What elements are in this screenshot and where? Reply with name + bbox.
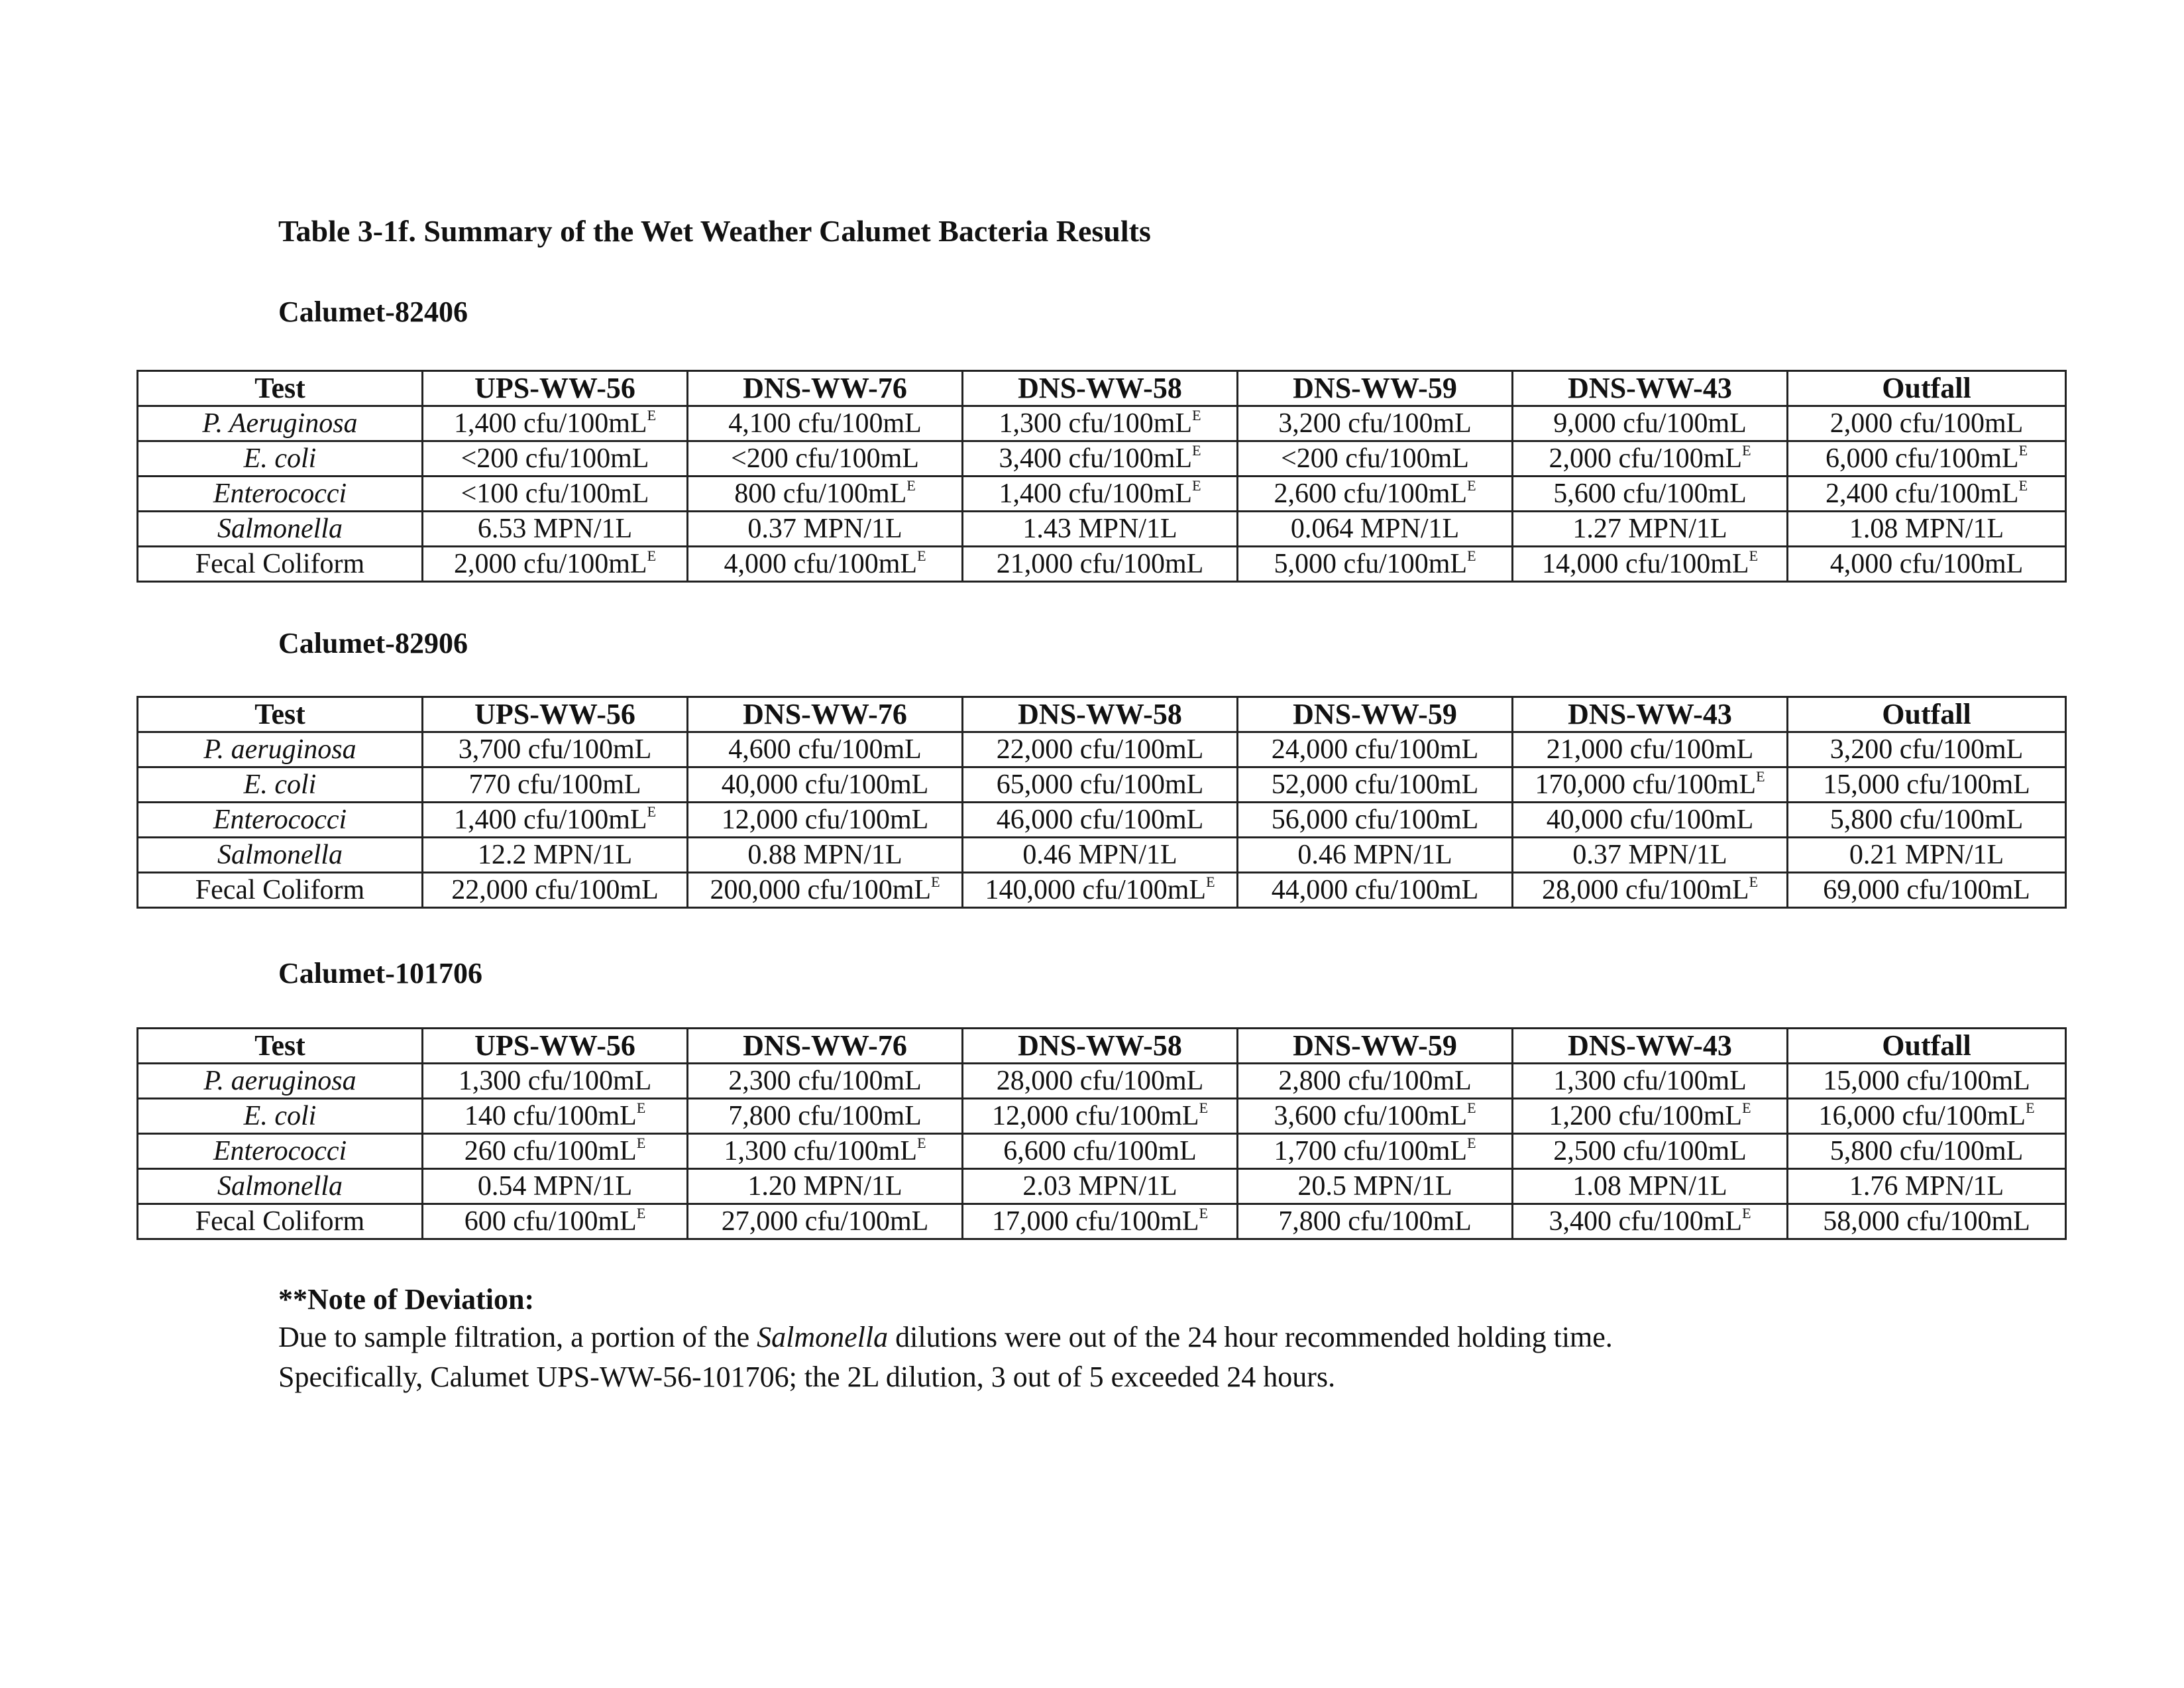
result-cell <box>423 1169 688 1204</box>
note-line-2: Specifically, Calumet UPS-WW-56-101706; the 2L dilution, 3 out of 5 exceeded 24 hours. <box>278 1361 1336 1393</box>
result-value: 0.064 MPN/1L <box>1290 514 1460 544</box>
result-value: 52,000 cfu/100mL <box>1271 769 1479 800</box>
result-value: 5,600 cfu/100mL <box>1553 478 1747 509</box>
result-value: 22,000 cfu/100mL <box>451 875 659 905</box>
result-cell <box>688 1064 963 1099</box>
result-cell <box>963 732 1238 767</box>
results-table-82906 <box>136 696 2067 909</box>
result-value: 3,400 cfu/100mL <box>1549 1206 1743 1237</box>
note-line-1 <box>278 1320 1613 1354</box>
result-cell <box>423 1134 688 1169</box>
table-row <box>138 1134 2066 1169</box>
estimate-flag: E <box>1749 547 1759 564</box>
result-cell <box>688 1204 963 1239</box>
result-value: 3,700 cfu/100mL <box>458 734 652 765</box>
result-value: 21,000 cfu/100mL <box>1546 734 1754 765</box>
result-value: 3,400 cfu/100mL <box>999 443 1193 474</box>
result-value: 3,200 cfu/100mL <box>1829 734 2024 765</box>
result-value: 1.20 MPN/1L <box>747 1171 902 1202</box>
result-cell <box>688 1134 963 1169</box>
column-header: UPS-WW-56 <box>423 371 688 406</box>
test-name-cell: P. Aeruginosa <box>138 406 423 441</box>
result-value: 15,000 cfu/100mL <box>1823 1066 2030 1096</box>
result-value: 200,000 cfu/100mL <box>710 875 932 905</box>
result-cell <box>963 477 1238 512</box>
result-cell <box>1238 1064 1513 1099</box>
estimate-flag: E <box>647 407 657 423</box>
result-cell <box>1238 1134 1513 1169</box>
result-cell <box>1788 1134 2066 1169</box>
section-heading-101706: Calumet-101706 <box>278 957 482 989</box>
result-value: 15,000 cfu/100mL <box>1823 769 2030 800</box>
table-row <box>138 732 2066 767</box>
result-value: 0.46 MPN/1L <box>1022 840 1177 870</box>
table-row <box>138 512 2066 547</box>
result-value: 6,600 cfu/100mL <box>1003 1136 1197 1166</box>
result-value: 1,400 cfu/100mL <box>453 408 647 439</box>
result-cell <box>688 767 963 803</box>
result-cell <box>1238 1204 1513 1239</box>
column-header: DNS-WW-76 <box>688 697 963 732</box>
result-cell <box>688 1099 963 1134</box>
column-header: DNS-WW-58 <box>963 371 1238 406</box>
estimate-flag: E <box>636 1135 646 1151</box>
column-header: DNS-WW-76 <box>688 371 963 406</box>
result-value: 0.21 MPN/1L <box>1849 840 2004 870</box>
result-value: 28,000 cfu/100mL <box>996 1066 1204 1096</box>
result-value: 22,000 cfu/100mL <box>996 734 1204 765</box>
result-value: 2,300 cfu/100mL <box>728 1066 922 1096</box>
result-cell <box>1238 406 1513 441</box>
result-value: 58,000 cfu/100mL <box>1823 1206 2030 1237</box>
estimate-flag: E <box>1467 1135 1476 1151</box>
estimate-flag: E <box>906 477 916 494</box>
result-cell <box>963 1169 1238 1204</box>
result-cell <box>963 512 1238 547</box>
result-value: 2,600 cfu/100mL <box>1274 478 1468 509</box>
result-value: 1,700 cfu/100mL <box>1274 1136 1468 1166</box>
result-value: 40,000 cfu/100mL <box>1546 805 1754 835</box>
result-value: 1.08 MPN/1L <box>1572 1171 1727 1202</box>
document-title: Table 3-1f. Summary of the Wet Weather Calumet Bacteria Results <box>278 214 1151 248</box>
table-row <box>138 838 2066 873</box>
result-cell <box>423 873 688 908</box>
note-line-1-end: dilutions were out of the 24 hour recommended holding time. <box>888 1321 1613 1353</box>
test-name-cell: Fecal Coliform <box>138 547 423 582</box>
result-cell <box>963 547 1238 582</box>
table-row <box>138 406 2066 441</box>
table-row <box>138 547 2066 582</box>
result-cell <box>423 1204 688 1239</box>
estimate-flag: E <box>1199 1099 1209 1116</box>
result-value: 0.54 MPN/1L <box>477 1171 633 1202</box>
result-value: 140 cfu/100mL <box>464 1101 637 1131</box>
result-value: 4,600 cfu/100mL <box>728 734 922 765</box>
result-cell <box>1788 873 2066 908</box>
column-header: DNS-WW-59 <box>1238 371 1513 406</box>
result-cell <box>423 477 688 512</box>
column-header: Test <box>138 697 423 732</box>
result-value: 21,000 cfu/100mL <box>996 549 1204 579</box>
result-cell <box>688 547 963 582</box>
result-value: 12,000 cfu/100mL <box>721 805 929 835</box>
result-value: 7,800 cfu/100mL <box>1278 1206 1472 1237</box>
result-cell <box>963 1134 1238 1169</box>
result-cell <box>963 803 1238 838</box>
result-value: 17,000 cfu/100mL <box>991 1206 1199 1237</box>
test-name-cell: Fecal Coliform <box>138 1204 423 1239</box>
result-cell <box>963 441 1238 477</box>
column-header: Outfall <box>1788 371 2066 406</box>
header-row <box>138 697 2066 732</box>
result-cell <box>1788 1099 2066 1134</box>
result-value: 2,500 cfu/100mL <box>1553 1136 1747 1166</box>
estimate-flag: E <box>636 1099 646 1116</box>
result-cell <box>688 732 963 767</box>
result-cell <box>1513 1064 1788 1099</box>
note-title: **Note of Deviation: <box>278 1283 535 1316</box>
result-value: 600 cfu/100mL <box>464 1206 637 1237</box>
result-cell <box>1238 477 1513 512</box>
result-cell <box>1238 803 1513 838</box>
result-value: 0.46 MPN/1L <box>1297 840 1452 870</box>
result-value: 24,000 cfu/100mL <box>1271 734 1479 765</box>
test-name-cell: P. aeruginosa <box>138 732 423 767</box>
result-cell <box>1788 1204 2066 1239</box>
result-value: 2,000 cfu/100mL <box>1549 443 1743 474</box>
result-cell <box>423 441 688 477</box>
result-cell <box>688 512 963 547</box>
header-row <box>138 371 2066 406</box>
column-header: DNS-WW-58 <box>963 1029 1238 1064</box>
result-cell <box>1788 1169 2066 1204</box>
result-value: 12.2 MPN/1L <box>477 840 633 870</box>
result-value: 46,000 cfu/100mL <box>996 805 1204 835</box>
column-header: Outfall <box>1788 1029 2066 1064</box>
result-cell <box>1788 406 2066 441</box>
result-value: 1,300 cfu/100mL <box>1553 1066 1747 1096</box>
estimate-flag: E <box>1742 1099 1751 1116</box>
result-cell <box>1238 441 1513 477</box>
result-value: 44,000 cfu/100mL <box>1271 875 1479 905</box>
note-line-1-start: Due to sample filtration, a portion of the <box>278 1321 757 1353</box>
result-cell <box>1788 732 2066 767</box>
estimate-flag: E <box>1192 442 1201 459</box>
result-value: 5,000 cfu/100mL <box>1274 549 1468 579</box>
result-cell <box>1238 767 1513 803</box>
result-cell <box>1513 803 1788 838</box>
test-name-cell: P. aeruginosa <box>138 1064 423 1099</box>
result-cell <box>1513 838 1788 873</box>
section-heading-82906: Calumet-82906 <box>278 627 468 659</box>
estimate-flag: E <box>1206 873 1215 890</box>
result-value: 1,300 cfu/100mL <box>724 1136 918 1166</box>
table-row <box>138 441 2066 477</box>
result-cell <box>1238 512 1513 547</box>
result-cell <box>1513 1099 1788 1134</box>
estimate-flag: E <box>636 1205 646 1221</box>
result-cell <box>1788 1064 2066 1099</box>
result-cell <box>1513 873 1788 908</box>
result-cell <box>688 803 963 838</box>
table-row <box>138 477 2066 512</box>
result-cell <box>1513 547 1788 582</box>
column-header: Outfall <box>1788 697 2066 732</box>
column-header: Test <box>138 1029 423 1064</box>
result-value: 3,600 cfu/100mL <box>1274 1101 1468 1131</box>
result-cell <box>1788 767 2066 803</box>
test-name-cell: Enterococci <box>138 1134 423 1169</box>
result-value: 1,200 cfu/100mL <box>1549 1101 1743 1131</box>
result-value: 69,000 cfu/100mL <box>1823 875 2030 905</box>
column-header: UPS-WW-56 <box>423 1029 688 1064</box>
result-cell <box>423 803 688 838</box>
column-header: DNS-WW-43 <box>1513 1029 1788 1064</box>
result-value: 2,400 cfu/100mL <box>1825 478 2019 509</box>
result-value: <200 cfu/100mL <box>731 443 919 474</box>
result-cell <box>1788 838 2066 873</box>
result-cell <box>963 406 1238 441</box>
result-cell <box>1513 1169 1788 1204</box>
estimate-flag: E <box>917 547 926 564</box>
result-cell <box>1513 512 1788 547</box>
result-value: 1.43 MPN/1L <box>1022 514 1177 544</box>
section-heading-82406: Calumet-82406 <box>278 296 468 328</box>
result-cell <box>688 441 963 477</box>
estimate-flag: E <box>2018 442 2028 459</box>
result-cell <box>1238 732 1513 767</box>
result-cell <box>688 406 963 441</box>
column-header: DNS-WW-59 <box>1238 1029 1513 1064</box>
result-value: 1,400 cfu/100mL <box>999 478 1193 509</box>
result-value: 4,100 cfu/100mL <box>728 408 922 439</box>
result-value: 770 cfu/100mL <box>468 769 641 800</box>
result-value: 5,800 cfu/100mL <box>1829 805 2024 835</box>
result-value: 9,000 cfu/100mL <box>1553 408 1747 439</box>
result-cell <box>423 732 688 767</box>
estimate-flag: E <box>917 1135 926 1151</box>
result-value: 1,300 cfu/100mL <box>458 1066 652 1096</box>
result-value: <200 cfu/100mL <box>1281 443 1469 474</box>
table-row <box>138 767 2066 803</box>
estimate-flag: E <box>647 803 657 820</box>
estimate-flag: E <box>1467 547 1476 564</box>
estimate-flag: E <box>1742 1205 1751 1221</box>
estimate-flag: E <box>1192 477 1201 494</box>
result-cell <box>1513 1134 1788 1169</box>
result-value: 20.5 MPN/1L <box>1297 1171 1452 1202</box>
result-cell <box>423 512 688 547</box>
result-value: 27,000 cfu/100mL <box>721 1206 929 1237</box>
column-header: UPS-WW-56 <box>423 697 688 732</box>
estimate-flag: E <box>1742 442 1751 459</box>
result-cell <box>963 1064 1238 1099</box>
test-name-cell: Salmonella <box>138 512 423 547</box>
column-header: Test <box>138 371 423 406</box>
column-header: DNS-WW-59 <box>1238 697 1513 732</box>
result-cell <box>423 1099 688 1134</box>
estimate-flag: E <box>1467 477 1476 494</box>
result-cell <box>1513 441 1788 477</box>
test-name-cell: Salmonella <box>138 838 423 873</box>
result-value: 6.53 MPN/1L <box>477 514 633 544</box>
result-cell <box>423 547 688 582</box>
result-cell <box>963 838 1238 873</box>
estimate-flag: E <box>2018 477 2028 494</box>
result-cell <box>963 1099 1238 1134</box>
estimate-flag: E <box>2026 1099 2035 1116</box>
test-name-cell: E. coli <box>138 767 423 803</box>
result-value: 65,000 cfu/100mL <box>996 769 1204 800</box>
table-row <box>138 803 2066 838</box>
result-cell <box>688 838 963 873</box>
result-value: 2.03 MPN/1L <box>1022 1171 1177 1202</box>
table-row <box>138 1064 2066 1099</box>
result-value: <100 cfu/100mL <box>461 478 649 509</box>
result-cell <box>1788 547 2066 582</box>
column-header: DNS-WW-43 <box>1513 697 1788 732</box>
test-name-cell: Fecal Coliform <box>138 873 423 908</box>
result-value: 7,800 cfu/100mL <box>728 1101 922 1131</box>
result-value: 5,800 cfu/100mL <box>1829 1136 2024 1166</box>
table-row <box>138 873 2066 908</box>
result-cell <box>688 1169 963 1204</box>
result-value: 14,000 cfu/100mL <box>1541 549 1749 579</box>
estimate-flag: E <box>931 873 940 890</box>
result-value: 140,000 cfu/100mL <box>985 875 1207 905</box>
result-cell <box>1788 477 2066 512</box>
result-cell <box>1513 732 1788 767</box>
result-value: 12,000 cfu/100mL <box>991 1101 1199 1131</box>
result-value: 40,000 cfu/100mL <box>721 769 929 800</box>
test-name-cell: Enterococci <box>138 477 423 512</box>
result-cell <box>1238 873 1513 908</box>
result-cell <box>688 873 963 908</box>
result-cell <box>1238 1099 1513 1134</box>
result-value: 4,000 cfu/100mL <box>1829 549 2024 579</box>
result-value: 16,000 cfu/100mL <box>1818 1101 2026 1131</box>
result-cell <box>688 477 963 512</box>
column-header: DNS-WW-43 <box>1513 371 1788 406</box>
result-value: 2,000 cfu/100mL <box>1829 408 2024 439</box>
result-cell <box>1513 477 1788 512</box>
result-value: 28,000 cfu/100mL <box>1541 875 1749 905</box>
table-row <box>138 1169 2066 1204</box>
result-cell <box>1788 803 2066 838</box>
note-line-1-italic: Salmonella <box>757 1321 889 1353</box>
result-cell <box>1238 1169 1513 1204</box>
result-cell <box>963 873 1238 908</box>
estimate-flag: E <box>1749 873 1759 890</box>
result-cell <box>963 767 1238 803</box>
result-value: 0.37 MPN/1L <box>1572 840 1727 870</box>
test-name-cell: E. coli <box>138 1099 423 1134</box>
result-value: 800 cfu/100mL <box>734 478 907 509</box>
result-value: 1.08 MPN/1L <box>1849 514 2004 544</box>
estimate-flag: E <box>647 547 657 564</box>
result-cell <box>1513 406 1788 441</box>
results-table-101706 <box>136 1027 2067 1240</box>
estimate-flag: E <box>1467 1099 1476 1116</box>
result-value: 2,000 cfu/100mL <box>453 549 647 579</box>
column-header: DNS-WW-76 <box>688 1029 963 1064</box>
test-name-cell: Enterococci <box>138 803 423 838</box>
result-value: 260 cfu/100mL <box>464 1136 637 1166</box>
result-cell <box>963 1204 1238 1239</box>
result-cell <box>1238 838 1513 873</box>
table-row <box>138 1099 2066 1134</box>
result-cell <box>423 406 688 441</box>
test-name-cell: Salmonella <box>138 1169 423 1204</box>
result-value: 56,000 cfu/100mL <box>1271 805 1479 835</box>
estimate-flag: E <box>1756 768 1765 785</box>
result-cell <box>423 838 688 873</box>
result-value: 1,400 cfu/100mL <box>453 805 647 835</box>
table-row <box>138 1204 2066 1239</box>
result-value: 6,000 cfu/100mL <box>1825 443 2019 474</box>
result-cell <box>1788 512 2066 547</box>
result-value: 1,300 cfu/100mL <box>999 408 1193 439</box>
result-cell <box>1788 441 2066 477</box>
result-value: 1.27 MPN/1L <box>1572 514 1727 544</box>
result-cell <box>1513 767 1788 803</box>
result-value: 1.76 MPN/1L <box>1849 1171 2004 1202</box>
result-cell <box>1513 1204 1788 1239</box>
result-value: 0.37 MPN/1L <box>747 514 902 544</box>
result-cell <box>423 1064 688 1099</box>
result-value: 4,000 cfu/100mL <box>724 549 918 579</box>
estimate-flag: E <box>1192 407 1201 423</box>
column-header: DNS-WW-58 <box>963 697 1238 732</box>
result-value: <200 cfu/100mL <box>461 443 649 474</box>
test-name-cell: E. coli <box>138 441 423 477</box>
result-cell <box>1238 547 1513 582</box>
result-value: 170,000 cfu/100mL <box>1535 769 1757 800</box>
result-cell <box>423 767 688 803</box>
header-row <box>138 1029 2066 1064</box>
result-value: 0.88 MPN/1L <box>747 840 902 870</box>
result-value: 2,800 cfu/100mL <box>1278 1066 1472 1096</box>
result-value: 3,200 cfu/100mL <box>1278 408 1472 439</box>
results-table-82406 <box>136 370 2067 583</box>
estimate-flag: E <box>1199 1205 1209 1221</box>
